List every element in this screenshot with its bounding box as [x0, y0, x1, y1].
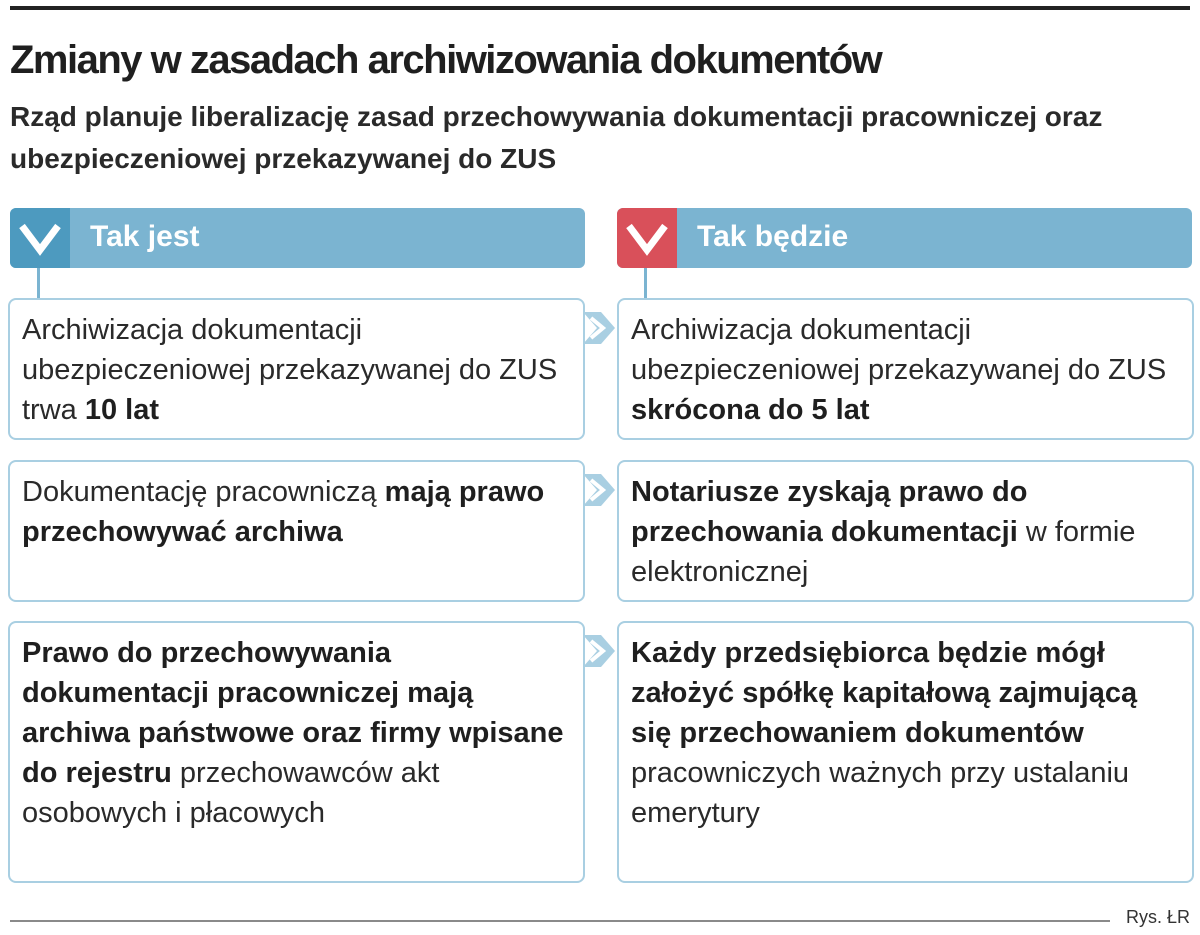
card-text-bold: Każdy przedsiębiorca będzie mógł założyć spółkę kapitałową zajmującą się przechowaniem dokumentów: [631, 637, 1138, 749]
card-text-bold: skrócona do 5 lat: [631, 394, 870, 426]
checkmark-v-icon: [617, 208, 677, 268]
card-future-2: [617, 460, 1194, 602]
page-subtitle: Rząd planuje liberalizację zasad przechowywania dokumentacji pracowniczej oraz ubezpieczeniowej przekazywanej do ZUS: [10, 101, 1103, 174]
card-future-1: [617, 298, 1194, 440]
column-header-future: [617, 208, 1192, 268]
card-text: w formie elektronicznej: [631, 516, 1136, 588]
bottom-rule: [10, 920, 1110, 922]
chevron-right-icon: [581, 472, 617, 508]
card-text-bold: mają prawo przechowywać archiwa: [22, 476, 545, 548]
chevron-right-icon: [581, 310, 617, 346]
card-text: pracowniczych ważnych przy ustalaniu emerytury: [631, 757, 1130, 829]
page-title: Zmiany w zasadach archiwizowania dokumentów: [10, 38, 882, 82]
checkmark-v-icon: [10, 208, 70, 268]
card-text-bold: 10 lat: [84, 394, 160, 426]
column-connector: [37, 268, 40, 300]
image-credit: Rys. ŁR: [1125, 907, 1190, 927]
card-text-bold: Prawo do przechowywania dokumentacji pracowniczej mają archiwa państwowe oraz firmy wpisane do rejestru: [22, 637, 564, 789]
column-header-current: [10, 208, 585, 268]
card-text: Archiwizacja dokumentacji ubezpieczeniowej przekazywanej do ZUS: [631, 314, 1167, 386]
card-current-2: [8, 460, 585, 602]
card-text-bold: Notariusze zyskają prawo do przechowania dokumentacji: [631, 476, 1028, 548]
card-current-3: [8, 621, 585, 883]
column-connector: [644, 268, 647, 300]
column-header-label: Tak będzie: [697, 220, 849, 253]
card-text: Archiwizacja dokumentacji ubezpieczeniowej przekazywanej do ZUS trwa: [22, 314, 558, 426]
card-current-1: [8, 298, 585, 440]
card-text: przechowawców akt osobowych i płacowych: [22, 757, 440, 829]
card-future-3: [617, 621, 1194, 883]
top-rule: [10, 6, 1190, 10]
chevron-right-icon: [581, 633, 617, 669]
column-header-label: Tak jest: [90, 220, 200, 253]
card-text: Dokumentację pracowniczą: [22, 476, 385, 508]
